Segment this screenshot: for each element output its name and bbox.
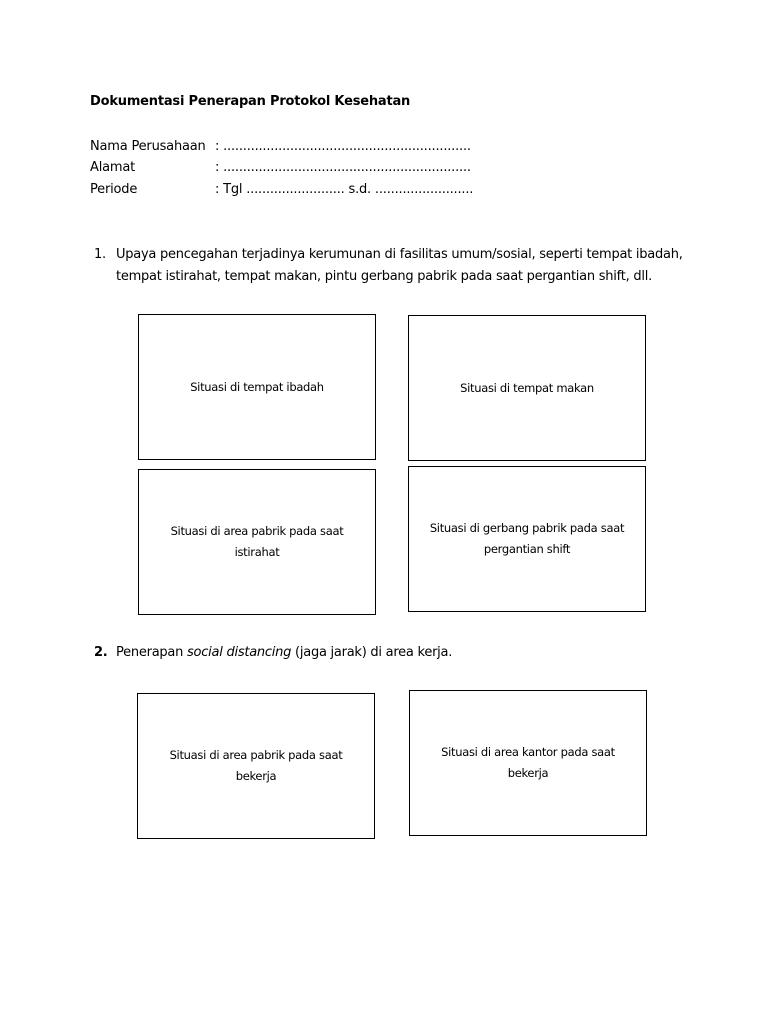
photo-box-worship-place (138, 314, 376, 460)
document-title: Dokumentasi Penerapan Protokol Kesehatan (90, 94, 411, 109)
photo-box-label: Situasi di area kantor pada saat bekerja (441, 745, 615, 780)
field-value: : ............................................................... (215, 160, 471, 175)
section-text-italic: social distancing (187, 645, 292, 660)
photo-box-label: Situasi di gerbang pabrik pada saat pergantian shift (429, 521, 625, 556)
section-text (116, 642, 452, 664)
section-text-after: (jaga jarak) di area kerja. (291, 645, 453, 660)
field-value: : Tgl ......................... s.d. ......................... (215, 182, 474, 197)
field-value: : ............................................................... (215, 139, 471, 154)
section-text (116, 244, 683, 288)
field-label: Nama Perusahaan (90, 139, 206, 154)
section-number: 2. (94, 645, 108, 660)
photo-box-office-work (409, 690, 647, 836)
section-number: 1. (94, 247, 106, 262)
field-label: Periode (90, 182, 138, 197)
section-text-line-2: tempat istirahat, tempat makan, pintu gerbang pabrik pada saat pergantian shift, dll. (116, 269, 652, 284)
field-label: Alamat (90, 160, 135, 175)
photo-box-eating-place (408, 315, 646, 461)
photo-box-factory-rest (138, 469, 376, 615)
section-text-line-1 (116, 642, 452, 664)
photo-box-factory-work (137, 693, 375, 839)
field-period (90, 181, 473, 199)
field-address (90, 159, 471, 177)
photo-box-label: Situasi di tempat makan (460, 380, 594, 395)
field-company-name (90, 138, 471, 156)
photo-box-factory-gate (408, 466, 646, 612)
photo-box-label: Situasi di tempat ibadah (190, 379, 324, 394)
photo-box-label: Situasi di area pabrik pada saat bekerja (169, 748, 343, 783)
photo-box-label: Situasi di area pabrik pada saat istirahat (170, 524, 344, 559)
section-text-line-1: Upaya pencegahan terjadinya kerumunan di fasilitas umum/sosial, seperti tempat ibadah, (116, 247, 683, 262)
section-text-before: Penerapan (116, 645, 188, 660)
